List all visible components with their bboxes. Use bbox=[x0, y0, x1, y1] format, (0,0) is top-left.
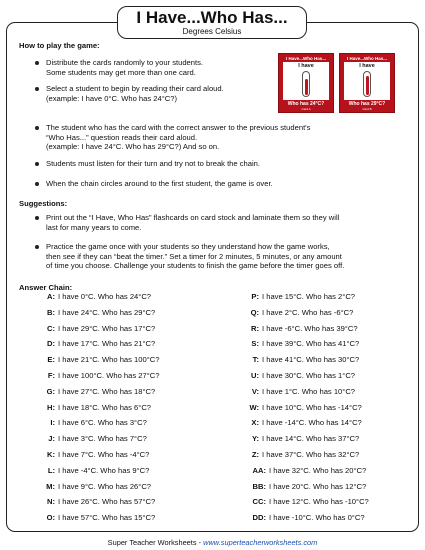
bullet-line: Some students may get more than one card. bbox=[46, 67, 196, 77]
answer-text: I have 9°C. Who has 26°C? bbox=[58, 481, 152, 491]
answer-row bbox=[244, 434, 359, 443]
answer-text: I have 17°C. Who has 21°C? bbox=[58, 339, 156, 349]
bullet-line: When the chain circles around to the first student, the game is over. bbox=[46, 179, 273, 188]
suggestions-heading: Suggestions: bbox=[19, 199, 68, 208]
page-title: I Have...Who Has... bbox=[136, 8, 288, 27]
answer-row bbox=[40, 418, 147, 427]
answer-label: B: bbox=[46, 307, 55, 317]
answer-text: I have 57°C. Who has 15°C? bbox=[58, 513, 156, 523]
card-id: Card A bbox=[301, 107, 311, 111]
card-i-have: I have bbox=[359, 63, 375, 69]
answer-row bbox=[40, 292, 151, 301]
answer-row bbox=[244, 308, 353, 317]
bullet-icon bbox=[35, 216, 39, 220]
answer-label: F: bbox=[47, 371, 55, 380]
answer-text: I have -14°C. Who has 14°C? bbox=[262, 418, 362, 428]
answer-text: I have 20°C. Who has 12°C? bbox=[269, 481, 367, 491]
thermometer-icon bbox=[302, 71, 310, 97]
bullet-line: Print out the “I Have, Who Has” flashcards on card stock and laminate them so they will bbox=[46, 213, 340, 222]
answer-text: I have 3°C. Who has 7°C? bbox=[58, 434, 147, 444]
answer-row bbox=[40, 450, 149, 459]
bullet-item bbox=[46, 159, 260, 169]
bullet-line: Practice the game once with your students so they understand how the game works, bbox=[46, 242, 330, 251]
answer-label: O: bbox=[46, 513, 55, 523]
answer-row bbox=[244, 403, 362, 412]
card-title: I Have...Who Has... bbox=[346, 56, 387, 61]
answer-label: U: bbox=[250, 371, 259, 380]
answer-row bbox=[40, 308, 155, 317]
answer-row bbox=[244, 466, 366, 475]
thermometer-icon bbox=[363, 71, 371, 97]
answer-label: W: bbox=[249, 402, 259, 412]
answer-row bbox=[40, 403, 151, 412]
bullet-line: last for many years to come. bbox=[46, 222, 142, 232]
answer-row bbox=[244, 339, 359, 348]
answer-text: I have 12°C. Who has -10°C? bbox=[269, 497, 369, 507]
answer-label: V: bbox=[251, 386, 259, 396]
answer-row bbox=[40, 387, 155, 396]
bullet-item bbox=[46, 213, 339, 232]
answer-label: M: bbox=[46, 481, 55, 491]
answer-text: I have 24°C. Who has 29°C? bbox=[58, 307, 156, 317]
answer-label: A: bbox=[46, 292, 55, 301]
bullet-icon bbox=[35, 162, 39, 166]
answer-label: H: bbox=[46, 402, 55, 412]
answer-row bbox=[244, 371, 355, 380]
footer-text: Super Teacher Worksheets - bbox=[107, 538, 204, 547]
answer-row bbox=[244, 355, 359, 364]
bullet-icon bbox=[35, 245, 39, 249]
answer-text: I have 10°C. Who has -14°C? bbox=[262, 402, 362, 412]
answer-label: C: bbox=[46, 323, 55, 333]
answer-label: D: bbox=[46, 339, 55, 349]
answer-row bbox=[244, 482, 366, 491]
answer-row bbox=[40, 466, 149, 475]
card-title: I Have...Who Has... bbox=[285, 56, 326, 61]
card-who-has: Who has 29°C? bbox=[348, 101, 386, 107]
bullet-line: Students must listen for their turn and try not to break the chain. bbox=[46, 159, 261, 168]
answer-text: I have 2°C. Who has -6°C? bbox=[262, 307, 354, 317]
answer-label: S: bbox=[251, 339, 259, 349]
answer-row bbox=[244, 324, 358, 333]
answer-text: I have 7°C. Who has -4°C? bbox=[58, 450, 150, 459]
title-box bbox=[117, 6, 307, 39]
answer-text: I have 32°C. Who has 20°C? bbox=[269, 465, 367, 475]
answer-label: I: bbox=[50, 418, 55, 428]
bullet-line: (example: I have 24°C. Who has 29°C?) And so on. bbox=[46, 142, 220, 152]
answer-label: DD: bbox=[252, 513, 266, 523]
bullet-item bbox=[46, 123, 310, 152]
answer-text: I have 14°C. Who has 37°C? bbox=[262, 434, 360, 444]
answer-text: I have 21°C. Who has 100°C? bbox=[58, 355, 160, 365]
answer-row bbox=[40, 497, 155, 506]
answer-text: I have 0°C. Who has 24°C? bbox=[58, 292, 152, 301]
card-i-have: I have bbox=[298, 63, 314, 69]
answer-row bbox=[40, 355, 159, 364]
answer-label: Z: bbox=[251, 450, 259, 459]
answer-text: I have 100°C. Who has 27°C? bbox=[58, 371, 160, 380]
bullet-icon bbox=[35, 126, 39, 130]
bullet-item bbox=[46, 84, 224, 103]
answer-label: L: bbox=[47, 465, 55, 475]
answer-label: Y: bbox=[251, 434, 259, 444]
answer-row bbox=[40, 371, 159, 380]
answer-chain-heading: Answer Chain: bbox=[19, 283, 73, 292]
answer-text: I have 1°C. Who has 10°C? bbox=[262, 386, 356, 396]
answer-text: I have -4°C. Who has 9°C? bbox=[58, 465, 150, 475]
answer-label: G: bbox=[46, 386, 55, 396]
answer-label: P: bbox=[251, 292, 259, 301]
answer-label: K: bbox=[46, 450, 55, 459]
answer-label: AA: bbox=[252, 465, 266, 475]
answer-row bbox=[244, 387, 355, 396]
answer-label: R: bbox=[250, 323, 259, 333]
answer-label: Q: bbox=[250, 307, 259, 317]
bullet-line: Select a student to begin by reading their card aloud. bbox=[46, 84, 224, 93]
answer-label: CC: bbox=[252, 497, 266, 507]
bullet-icon bbox=[35, 182, 39, 186]
answer-row bbox=[40, 482, 151, 491]
answer-text: I have 6°C. Who has 3°C? bbox=[58, 418, 147, 428]
answer-text: I have -10°C. Who has 0°C? bbox=[269, 513, 365, 523]
answer-row bbox=[40, 434, 147, 443]
answer-label: BB: bbox=[252, 481, 266, 491]
answer-text: I have 29°C. Who has 17°C? bbox=[58, 323, 156, 333]
answer-text: I have -6°C. Who has 39°C? bbox=[262, 323, 358, 333]
answer-label: E: bbox=[47, 355, 55, 365]
bullet-icon bbox=[35, 87, 39, 91]
answer-text: I have 39°C. Who has 41°C? bbox=[262, 339, 360, 349]
card-who-has: Who has 24°C? bbox=[287, 101, 325, 107]
bullet-item bbox=[46, 242, 344, 271]
answer-text: I have 15°C. Who has 2°C? bbox=[262, 292, 356, 301]
how-to-heading: How to play the game: bbox=[19, 41, 100, 50]
bullet-line: Distribute the cards randomly to your students. bbox=[46, 58, 204, 67]
answer-row bbox=[244, 513, 365, 522]
card-face bbox=[344, 62, 390, 100]
answer-row bbox=[244, 292, 355, 301]
card-face bbox=[283, 62, 329, 100]
footer-link[interactable]: www.superteacherworksheets.com bbox=[203, 538, 318, 547]
answer-label: X: bbox=[251, 418, 259, 428]
answer-label: N: bbox=[46, 497, 55, 507]
card-id: Card B bbox=[362, 107, 372, 111]
bullet-line: The student who has the card with the correct answer to the previous student's bbox=[46, 123, 311, 132]
answer-row bbox=[40, 339, 155, 348]
answer-text: I have 37°C. Who has 32°C? bbox=[262, 450, 360, 459]
answer-label: J: bbox=[48, 434, 55, 444]
answer-text: I have 30°C. Who has 1°C? bbox=[262, 371, 356, 380]
bullet-line: then see if they can “beat the timer.” Set a timer for 2 minutes, 5 minutes, or any amount bbox=[46, 251, 342, 261]
example-card-b bbox=[339, 53, 395, 113]
example-card-a bbox=[278, 53, 334, 113]
bullet-line: (example: I have 0°C. Who has 24°C?) bbox=[46, 93, 178, 103]
bullet-icon bbox=[35, 61, 39, 65]
bullet-item bbox=[46, 58, 203, 77]
footer bbox=[0, 538, 425, 547]
answer-label: T: bbox=[252, 355, 259, 365]
answer-row bbox=[40, 513, 155, 522]
answer-row bbox=[244, 450, 359, 459]
answer-text: I have 26°C. Who has 57°C? bbox=[58, 497, 156, 507]
answer-text: I have 18°C. Who has 6°C? bbox=[58, 402, 152, 412]
bullet-line: of time you choose. Challenge your students to finish the game before the timer goes off. bbox=[46, 261, 345, 271]
answer-row bbox=[244, 418, 362, 427]
page-subtitle: Degrees Celsius bbox=[182, 27, 242, 36]
answer-row bbox=[244, 497, 369, 506]
answer-text: I have 41°C. Who has 30°C? bbox=[262, 355, 360, 365]
bullet-line: “Who Has...” question reads their card aloud. bbox=[46, 132, 198, 142]
answer-text: I have 27°C. Who has 18°C? bbox=[58, 386, 156, 396]
bullet-item bbox=[46, 179, 273, 189]
answer-row bbox=[40, 324, 155, 333]
